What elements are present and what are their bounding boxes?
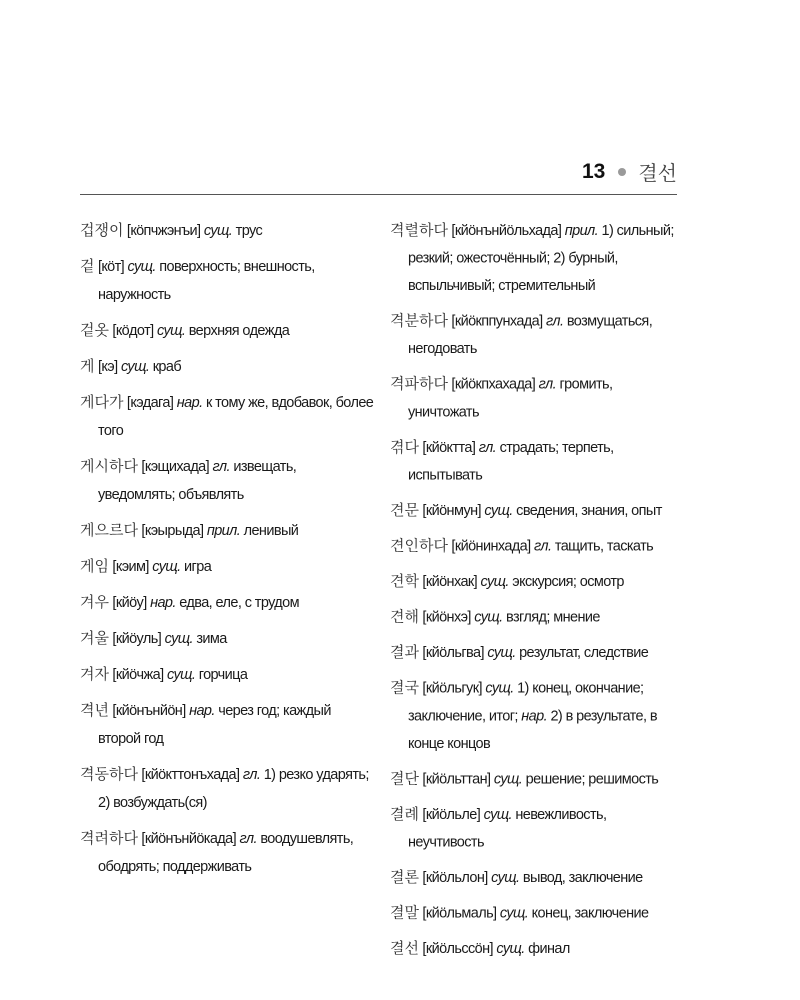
headword: 결국 [390,678,419,697]
definition: ленивый [243,523,299,539]
definition: извещать, уведомлять; объявлять [98,459,297,503]
dictionary-entry [80,216,375,245]
transcription: [кйöнънйöн] [112,703,186,719]
definition: решение; решимость [525,771,659,788]
transcription: [кйöуль] [112,631,162,647]
part-of-speech: нар. [189,703,215,719]
headword: 견학 [390,572,419,591]
definition: результат, следствие [519,645,649,662]
transcription: [кйöкттонъхада] [141,767,240,783]
definition: финал [528,941,570,958]
definition: 1) резко ударять; 2) возбуждать(ся) [98,767,369,811]
definition: верхняя одежда [188,323,290,339]
transcription: [кэдага] [126,395,174,411]
transcription: [кйöнмун] [422,503,481,519]
dictionary-entry [80,552,375,581]
headword: 게 [80,357,95,375]
part-of-speech: сущ. [203,223,233,239]
dictionary-entry [390,433,680,489]
part-of-speech: сущ. [484,503,513,519]
part-of-speech: сущ. [127,259,156,275]
dictionary-entry [80,588,375,617]
definition: игра [184,559,212,575]
definition: конец, заключение [531,905,649,922]
dictionary-entry [390,567,680,596]
dictionary-entry [80,696,375,753]
dictionary-entry [80,252,375,309]
dictionary-entry [390,603,680,632]
headword: 겨우 [80,593,109,611]
definition: воодушевлять, ободрять; поддерживать [98,831,354,875]
definition: тащить, таскать [554,538,654,555]
part-of-speech: сущ. [152,559,181,575]
part-of-speech: нар. [176,395,203,411]
definition: громить, уничтожать [408,376,613,421]
definition: сведения, знания, опыт [516,503,662,519]
headword: 결례 [390,805,419,823]
definition: через год; каждый второй год [98,703,331,747]
dictionary-entry [80,824,375,881]
part-of-speech: прил. [206,523,241,539]
headword: 격동하다 [80,765,138,783]
transcription: [кйöльгук] [422,680,482,697]
transcription: [кэим] [112,559,149,575]
part-of-speech: гл. [534,538,552,555]
definition: 1) сильный; резкий; ожесточённый; 2) бурный, вспыльчивый; стремительный [408,222,674,294]
part-of-speech: сущ. [491,870,520,887]
transcription: [кйöкпхахада] [451,376,536,393]
headword: 견문 [390,501,419,519]
left-column [80,216,375,888]
headword: 결말 [390,903,419,922]
dictionary-entry [80,352,375,381]
bullet-separator [618,168,626,176]
part-of-speech: сущ. [483,807,512,823]
definition: 1) конец, окончание; заключение, итог; [408,680,644,725]
transcription: [кйöльлон] [422,870,488,887]
definition: зима [196,631,227,647]
dictionary-entry [390,765,680,794]
part-of-speech: сущ. [496,941,525,958]
headword: 결론 [390,868,419,887]
definition: взгляд; мнение [506,609,600,626]
definition: возмущаться, негодовать [408,313,653,358]
part-of-speech: гл. [212,459,230,475]
dictionary-entry [80,624,375,653]
dictionary-entry [80,660,375,689]
headword: 결선 [390,939,419,958]
part-of-speech: сущ. [485,680,514,697]
part-of-speech: нар. [150,595,176,611]
definition: страдать; терпеть, испытывать [408,440,614,484]
transcription: [кйöчжа] [112,667,164,683]
definition: невежливость, неучтивость [408,807,607,851]
transcription: [кöт] [97,259,125,275]
dictionary-entry [80,516,375,545]
part-of-speech: сущ. [156,323,186,339]
part-of-speech: сущ. [493,771,523,788]
part-of-speech: сущ. [120,359,150,375]
definition: поверхность; внешность, наружность [98,259,315,303]
headword: 겁쟁이 [80,221,124,239]
part-of-speech: гл. [239,831,257,847]
transcription: [кйöльттан] [422,771,491,788]
definition: краб [152,359,182,375]
headword: 겨울 [80,629,109,647]
transcription: [кйöнънйöкада] [141,831,237,847]
headword: 게시하다 [80,457,138,475]
transcription: [кйöнхэ] [422,609,471,626]
headword: 게다가 [80,393,124,411]
part-of-speech: сущ. [480,574,509,591]
dictionary-entry [80,388,375,445]
headword: 겨자 [80,665,109,683]
dictionary-entry [80,316,375,345]
definition: горчица [198,667,248,683]
right-column [390,216,680,970]
headword: 격년 [80,701,109,719]
part-of-speech: сущ. [164,631,193,647]
dictionary-entry [80,760,375,817]
part-of-speech: гл. [538,376,557,393]
headword: 견해 [390,607,419,626]
dictionary-entry [390,899,680,928]
definition: к тому же, вдобавок, более того [98,395,374,439]
transcription: [кйöльле] [422,807,481,823]
part-of-speech: сущ. [487,645,516,662]
transcription: [кйöнхак] [422,574,478,591]
transcription: [кйöкппунхада] [451,313,543,330]
dictionary-entry [390,307,680,363]
dictionary-entry [390,216,680,300]
dictionary-entry [390,638,680,667]
transcription: [кйöнънйöльхада] [451,222,562,239]
dictionary-entry [390,674,680,758]
headword: 결단 [390,769,419,788]
headword: 겪다 [390,438,419,456]
guide-word: 결선 [638,161,677,185]
part-of-speech: гл. [242,767,261,783]
part-of-speech: нар. [521,708,548,725]
transcription: [кйöльмаль] [422,905,497,922]
running-head [80,153,677,195]
dictionary-entry [390,532,680,561]
definition: 2) в результате, в конце концов [408,708,657,752]
transcription: [кйöктта] [422,440,476,456]
part-of-speech: сущ. [474,609,503,626]
dictionary-entry [390,934,680,963]
page-number: 13 [582,159,606,183]
transcription: [кйöльссöн] [422,941,493,958]
headword: 겉 [80,257,95,275]
headword: 격려하다 [80,829,138,847]
dictionary-entry [390,863,680,892]
part-of-speech: гл. [546,313,564,330]
transcription: [кйöу] [112,595,147,611]
headword: 견인하다 [390,536,448,555]
definition: экскурсия; осмотр [512,574,624,591]
part-of-speech: сущ. [499,905,529,922]
headword: 게으르다 [80,521,138,539]
transcription: [кйöнинхада] [451,538,531,555]
part-of-speech: гл. [478,440,497,456]
dictionary-entry [390,800,680,856]
part-of-speech: прил. [564,222,599,239]
transcription: [кэырыда] [141,523,204,539]
headword: 격렬하다 [390,220,448,239]
definition: едва, еле, с трудом [179,595,299,611]
dictionary-entry [390,496,680,525]
transcription: [кэ] [97,359,118,375]
headword: 결과 [390,643,419,662]
dictionary-entry [80,452,375,509]
headword: 격파하다 [390,374,448,393]
headword: 겉옷 [80,321,109,339]
part-of-speech: сущ. [166,667,196,683]
transcription: [кöпчжэнъи] [126,223,201,239]
definition: трус [235,223,263,239]
definition: вывод, заключение [522,870,643,887]
headword: 게임 [80,557,109,575]
transcription: [кöдот] [112,323,154,339]
headword: 격분하다 [390,311,448,330]
dictionary-entry [390,370,680,426]
transcription: [кйöльгва] [422,645,484,662]
transcription: [кэщихада] [141,459,210,475]
